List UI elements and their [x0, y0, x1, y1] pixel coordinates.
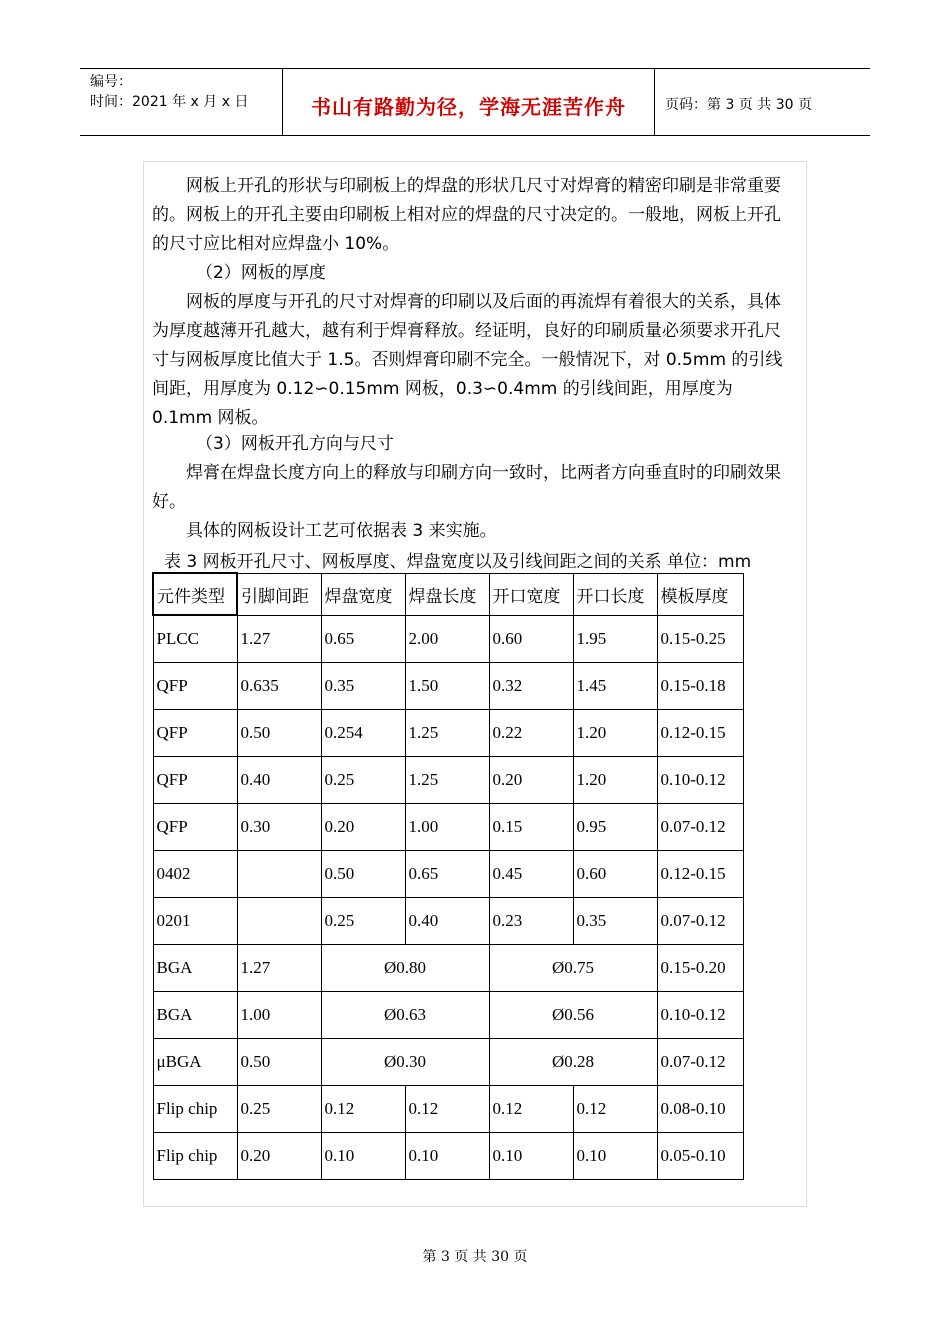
stencil-spec-table [152, 572, 744, 1180]
table-cell-aperture-diameter: Ø0.75 [489, 945, 657, 992]
paragraph-stencil-thickness: 网板的厚度与开孔的尺寸对焊膏的印刷以及后面的再流焊有着很大的关系，具体为厚度越薄开孔越大，越有利于焊膏释放。经证明，良好的印刷质量必须要求开孔尺寸与网板厚度比值大于 1.5。否则焊膏印刷不完全。一般情况下，对 0.5mm 的引线间距，用厚度为 0.12∽0.15mm 网板，0.3∽0.4mm 的引线间距，用厚度为 0.1mm 网板。 [152, 292, 783, 428]
table-cell: 0.15-0.25 [657, 615, 743, 663]
table-cell: Flip chip [153, 1133, 237, 1180]
table-cell: 0.12 [321, 1086, 405, 1133]
header-cell: 引脚间距 [237, 573, 321, 615]
table-row-bga [153, 1039, 743, 1086]
table-cell: 0.65 [321, 615, 405, 663]
table-cell: 1.25 [405, 757, 489, 804]
table-cell: 0.45 [489, 851, 573, 898]
heading-aperture-direction: （3）网板开孔方向与尺寸 [196, 434, 394, 454]
table-cell: BGA [153, 945, 237, 992]
page-footer: 第 3 页 共 30 页 [422, 1249, 528, 1265]
table-cell: 0.20 [321, 804, 405, 851]
table-cell: 0.07-0.12 [657, 804, 743, 851]
table-row-flip-chip [153, 1133, 743, 1180]
table-cell: 0.60 [573, 851, 657, 898]
table-cell: 0.15-0.18 [657, 663, 743, 710]
table-cell: 0.50 [321, 851, 405, 898]
table-cell: 0.05-0.10 [657, 1133, 743, 1180]
motto: 书山有路勤为径，学海无涯苦作舟 [311, 95, 626, 119]
table-cell: 0.15 [489, 804, 573, 851]
table-cell: 0.50 [237, 1039, 321, 1086]
table-cell: 0.08-0.10 [657, 1086, 743, 1133]
table-cell: 0.10-0.12 [657, 992, 743, 1039]
header-motto-cell [283, 69, 655, 135]
table-cell: 0.12 [489, 1086, 573, 1133]
page-info: 页码：第 3 页 共 30 页 [665, 97, 812, 113]
table-cell: 0.60 [489, 615, 573, 663]
table-cell-pad-diameter: Ø0.80 [321, 945, 489, 992]
table-cell: 0.50 [237, 710, 321, 757]
table-cell: 0.635 [237, 663, 321, 710]
table-cell: 0402 [153, 851, 237, 898]
table-cell: 0.22 [489, 710, 573, 757]
header-cell: 元件类型 [153, 573, 237, 615]
table-row-flip-chip [153, 1086, 743, 1133]
header-page-cell [655, 69, 870, 135]
table-cell: 1.20 [573, 710, 657, 757]
table-cell: 0.07-0.12 [657, 1039, 743, 1086]
table-row-bga [153, 945, 743, 992]
table-cell: 0.32 [489, 663, 573, 710]
table-cell: μBGA [153, 1039, 237, 1086]
table-row [153, 898, 743, 945]
table-cell: PLCC [153, 615, 237, 663]
table-row [153, 663, 743, 710]
serial-label: 编号： [90, 74, 132, 90]
table-cell: 0.10 [573, 1133, 657, 1180]
table-cell [237, 851, 321, 898]
table-cell-aperture-diameter: Ø0.56 [489, 992, 657, 1039]
content-frame [143, 161, 807, 1207]
table-row [153, 615, 743, 663]
table-cell: 0.10 [321, 1133, 405, 1180]
paragraph-table-reference: 具体的网板设计工艺可依据表 3 来实施。 [186, 521, 497, 541]
table-cell: 0.15-0.20 [657, 945, 743, 992]
table-row [153, 851, 743, 898]
table-cell: 1.45 [573, 663, 657, 710]
table-cell: 0.07-0.12 [657, 898, 743, 945]
paragraph-stencil-aperture: 网板上开孔的形状与印刷板上的焊盘的形状几尺寸对焊膏的精密印刷是非常重要的。网板上的开孔主要由印刷板上相对应的焊盘的尺寸决定的。一般地，网板上开孔的尺寸应比相对应焊盘小 10%。 [152, 176, 781, 254]
header-cell: 焊盘长度 [405, 573, 489, 615]
table-cell: 0.95 [573, 804, 657, 851]
table-cell [237, 898, 321, 945]
time-label: 时间：2021 年 x 月 x 日 [90, 94, 249, 110]
table-cell: 0.25 [237, 1086, 321, 1133]
table-cell: 0.12-0.15 [657, 851, 743, 898]
table-row [153, 804, 743, 851]
table-cell: 2.00 [405, 615, 489, 663]
table-cell: 1.50 [405, 663, 489, 710]
table-row-bga [153, 992, 743, 1039]
table-header-row [153, 573, 743, 615]
table-cell: QFP [153, 710, 237, 757]
table-row [153, 757, 743, 804]
table-cell: 0.10 [405, 1133, 489, 1180]
table-cell: QFP [153, 663, 237, 710]
table-cell: 1.00 [405, 804, 489, 851]
table-cell-aperture-diameter: Ø0.28 [489, 1039, 657, 1086]
table-cell: 0.40 [237, 757, 321, 804]
table-cell: 0.35 [321, 663, 405, 710]
table-cell: 0.25 [321, 898, 405, 945]
paragraph-aperture-direction: 焊膏在焊盘长度方向上的释放与印刷方向一致时，比两者方向垂直时的印刷效果好。 [152, 463, 781, 512]
table-cell: 0.12-0.15 [657, 710, 743, 757]
table-cell: 1.27 [237, 615, 321, 663]
table-cell: 0.40 [405, 898, 489, 945]
table-cell: 1.00 [237, 992, 321, 1039]
table-cell: 1.95 [573, 615, 657, 663]
table-cell: 0.10-0.12 [657, 757, 743, 804]
header-cell: 焊盘宽度 [321, 573, 405, 615]
table-cell: 0.12 [405, 1086, 489, 1133]
heading-stencil-thickness: （2）网板的厚度 [196, 263, 326, 283]
table-row [153, 710, 743, 757]
table-cell: 1.25 [405, 710, 489, 757]
table-cell: BGA [153, 992, 237, 1039]
table-cell-pad-diameter: Ø0.63 [321, 992, 489, 1039]
table-cell: 0201 [153, 898, 237, 945]
table-cell: 0.25 [321, 757, 405, 804]
table-cell: 0.30 [237, 804, 321, 851]
table-cell: 0.254 [321, 710, 405, 757]
table-cell: QFP [153, 804, 237, 851]
table-cell: Flip chip [153, 1086, 237, 1133]
header-cell: 模板厚度 [657, 573, 743, 615]
table-cell: 1.27 [237, 945, 321, 992]
page-header [80, 68, 870, 136]
table-cell: 0.65 [405, 851, 489, 898]
table-cell: 0.10 [489, 1133, 573, 1180]
table-cell: 0.23 [489, 898, 573, 945]
table-cell-pad-diameter: Ø0.30 [321, 1039, 489, 1086]
table-cell: 0.20 [237, 1133, 321, 1180]
header-meta-cell [80, 69, 283, 135]
header-cell: 开口长度 [573, 573, 657, 615]
table-cell: QFP [153, 757, 237, 804]
table-caption: 表 3 网板开孔尺寸、网板厚度、焊盘宽度以及引线间距之间的关系 单位：mm [164, 552, 752, 572]
table-cell: 0.12 [573, 1086, 657, 1133]
table-cell: 0.20 [489, 757, 573, 804]
header-cell: 开口宽度 [489, 573, 573, 615]
table-cell: 0.35 [573, 898, 657, 945]
table-cell: 1.20 [573, 757, 657, 804]
